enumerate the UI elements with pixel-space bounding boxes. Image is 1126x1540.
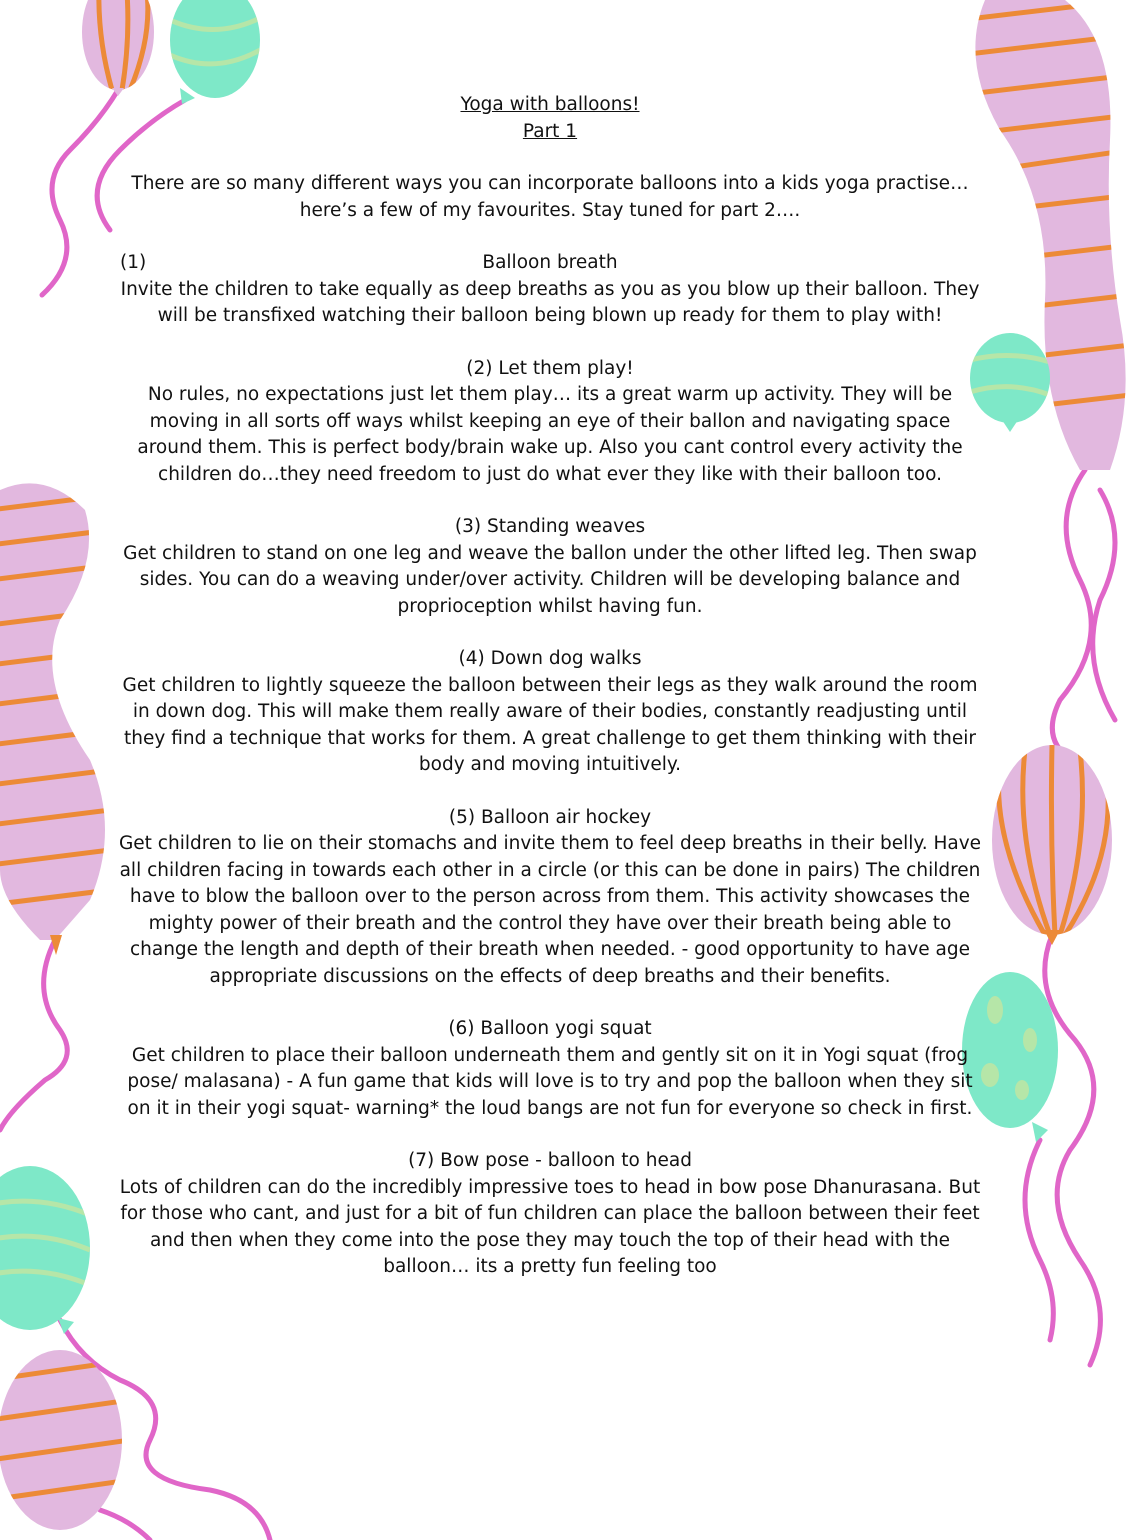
section-body: No rules, no expectations just let them play… its a great warm up activity. They will be moving in all sorts off ways whilst keeping an eye of their ballon and navigating space around them. This is perfect body/brain wake up. Also you cant control every activity the children do…they need freedom to just do what ever they like with their balloon too. — [137, 384, 963, 485]
section-down-dog-walks — [115, 646, 985, 779]
section-heading: (3) Standing weaves — [454, 516, 646, 537]
page-subtitle: Part 1 — [522, 120, 578, 142]
section-heading: (6) Balloon yogi squat — [448, 1018, 652, 1039]
article — [115, 92, 985, 1281]
section-body: Get children to place their balloon underneath them and gently sit on it in Yogi squat (frog pose/ malasana) - A fun game that kids will love is to try and pop the balloon when they sit on it in their yogi squat- warning* the loud bangs are not fun for everyone so check in first. — [127, 1044, 973, 1119]
section-balloon-air-hockey — [115, 805, 985, 991]
section-body: Get children to lie on their stomachs and invite them to feel deep breaths in their belly. Have all children facing in towards each other in a circle (or this can be done in pairs) The children have to blow the balloon over to the person across from them. This activity showcases the mighty power of their breath and the control they have over their breath being able to change the length and depth of their breath when needed. - good opportunity to have age appropriate discussions on the effects of deep breaths and their benefits. — [118, 833, 982, 987]
section-body: Invite the children to take equally as deep breaths as you as you blow up their balloon. They will be transfixed watching their balloon being blown up ready for them to play with! — [120, 278, 980, 326]
section-body: Lots of children can do the incredibly impressive toes to head in bow pose Dhanurasana. But for those who cant, and just for a bit of fun children can place the balloon between their feet and then when they come into the pose they may touch the top of their head with the balloon… its a pretty fun feeling too — [119, 1176, 981, 1277]
section-heading: Balloon breath — [482, 252, 618, 273]
intro-paragraph: There are so many different ways you can incorporate balloons into a kids yoga practise… here’s a few of my favourites. Stay tuned for part 2…. — [131, 173, 969, 221]
section-body: Get children to stand on one leg and weave the ballon under the other lifted leg. Then swap sides. You can do a weaving under/over activity. Children will be developing balance and proprioception whilst having fun. — [123, 542, 977, 617]
section-balloon-breath — [115, 250, 985, 330]
section-heading: (5) Balloon air hockey — [448, 806, 652, 828]
section-heading: (7) Bow pose - balloon to head — [408, 1150, 692, 1171]
page-title: Yoga with balloons! — [460, 94, 640, 115]
section-standing-weaves — [115, 514, 985, 620]
section-number: (1) — [120, 252, 147, 273]
section-body: Get children to lightly squeeze the balloon between their legs as they walk around the room in down dog. This will make them really aware of their bodies, constantly readjusting until they find a technique that works for them. A great challenge to get them thinking with their body and moving intuitively. — [122, 674, 978, 775]
section-let-them-play — [115, 356, 985, 489]
section-bow-pose — [115, 1148, 985, 1281]
section-heading: (4) Down dog walks — [458, 648, 642, 669]
section-heading: (2) Let them play! — [466, 357, 634, 379]
section-balloon-yogi-squat — [115, 1016, 985, 1122]
